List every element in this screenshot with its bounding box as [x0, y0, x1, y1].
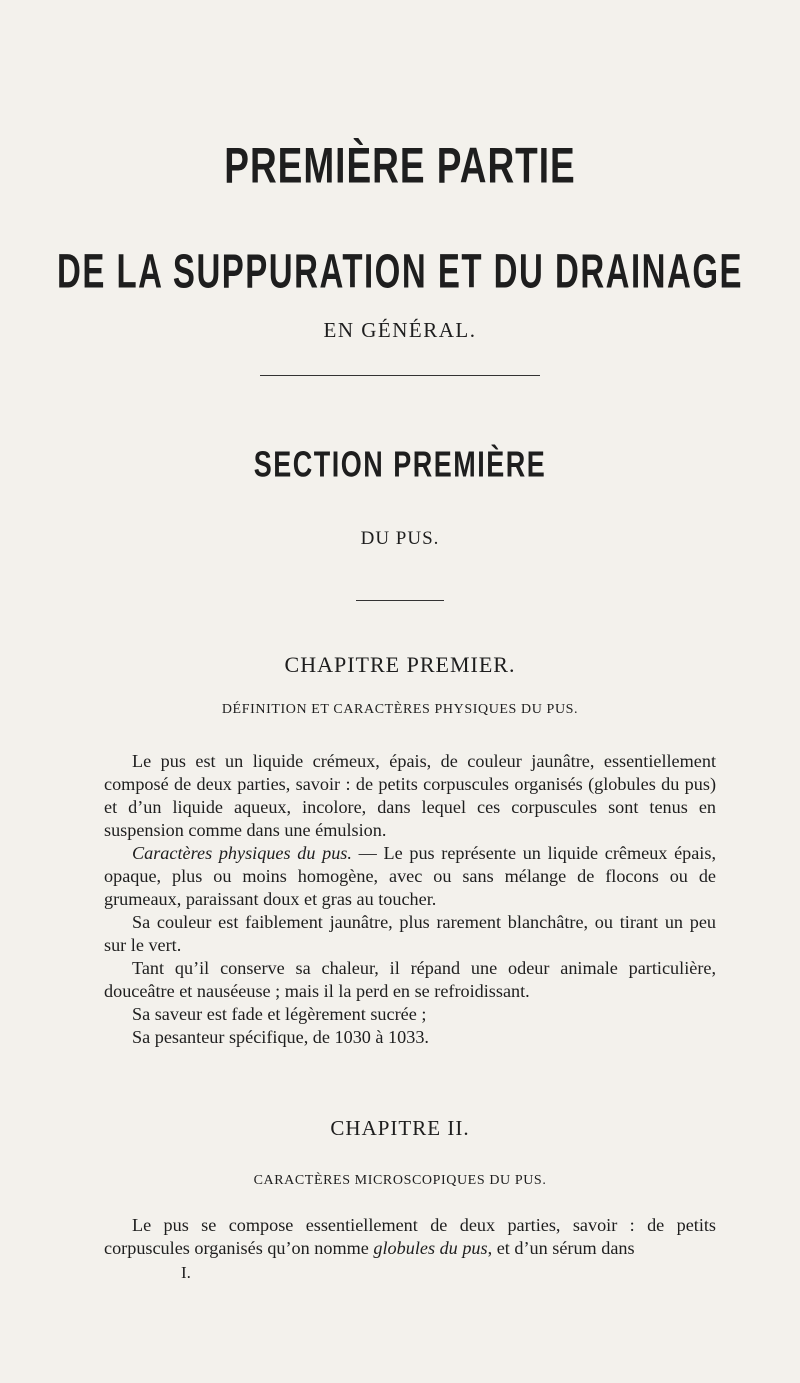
- signature-mark: I.: [181, 1263, 191, 1282]
- italic-term: globules du pus: [373, 1238, 488, 1258]
- paragraph: Le pus est un liquide crémeux, épais, de couleur jaunâtre, essentiellement composé de deux parties, savoir : de petits corpuscules organisés (globules du pus) et d’un liquide aqueux, incolore, dans lequel ces corpuscules sont tenus en suspension comme dans une émulsion.: [104, 751, 716, 840]
- chapter-1-subtitle: DÉFINITION ET CARACTÈRES PHYSIQUES DU PUS.: [221, 702, 579, 717]
- chapter-1-title: CHAPITRE PREMIER.: [284, 652, 516, 677]
- paragraph-heading: Caractères physiques du pus.: [132, 843, 352, 863]
- divider-rule: [260, 375, 540, 376]
- paragraph: [104, 1214, 716, 1260]
- paragraph: Sa couleur est faiblement jaunâtre, plus rarement blanchâtre, ou tirant un peu sur le vert.: [104, 912, 716, 955]
- chapter-1-body: [104, 750, 716, 1049]
- chapter-2-body: [104, 1214, 716, 1260]
- paragraph-text: Le pus se compose essentiellement de deux parties, savoir : de petits corpuscules organisés qu’on nomme: [104, 1215, 716, 1258]
- paragraph-text: , et d’un sérum dans: [487, 1238, 635, 1258]
- work-title: DE LA SUPPURATION ET DU DRAINAGE: [56, 244, 744, 298]
- chapter-2-subtitle: CARACTÈRES MICROSCOPIQUES DU PUS.: [253, 1173, 547, 1188]
- paragraph: Tant qu’il conserve sa chaleur, il répand une odeur animale particulière, douceâtre et nauséeuse ; mais il la perd en se refroidissant.: [104, 958, 716, 1001]
- chapter-2-title: CHAPITRE II.: [330, 1116, 470, 1140]
- paragraph: [104, 842, 716, 911]
- paragraph: Sa saveur est fade et légèrement sucrée ;: [132, 1004, 427, 1024]
- section-subtitle: DU PUS.: [360, 528, 440, 549]
- paragraph: Sa pesanteur spécifique, de 1030 à 1033.: [132, 1027, 429, 1047]
- paragraph-text: — Le pus représente un liquide crêmeux épais, opaque, plus ou moins homogène, avec ou sans mélange de flocons ou de grumeaux, paraissant doux et gras au toucher.: [104, 843, 716, 909]
- section-title: SECTION PREMIÈRE: [253, 444, 547, 485]
- work-subtitle: EN GÉNÉRAL.: [323, 318, 477, 342]
- short-rule: [356, 600, 444, 601]
- part-title: PREMIÈRE PARTIE: [224, 138, 576, 194]
